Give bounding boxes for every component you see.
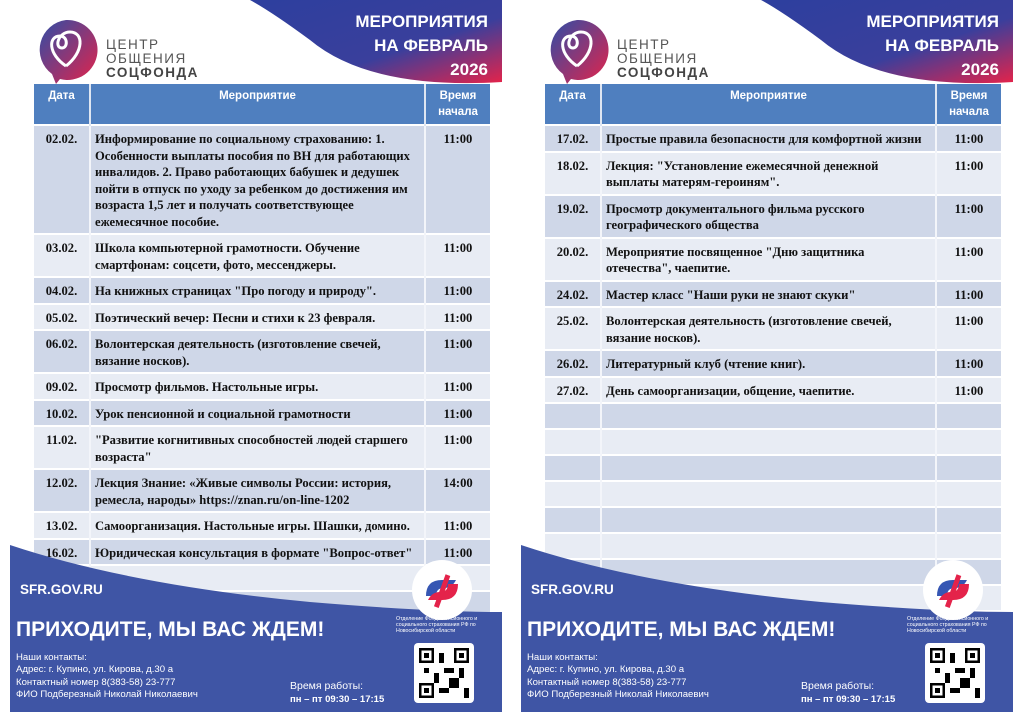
- address: Адрес: г. Купино, ул. Кирова, д.30 а: [16, 664, 174, 676]
- event-date: [545, 455, 601, 481]
- column-date: Дата: [545, 84, 601, 125]
- event-date: 11.02.: [34, 426, 90, 469]
- column-time: [936, 84, 1001, 125]
- sfr-logo-icon: [412, 560, 472, 620]
- title-line: НА ФЕВРАЛЬ: [885, 36, 999, 55]
- event-date: 16.02.: [34, 539, 90, 566]
- event-time: [936, 455, 1001, 481]
- table-row: [34, 469, 490, 512]
- event-time: 11:00: [936, 281, 1001, 308]
- org-line: ОБЩЕНИЯ: [106, 51, 187, 66]
- event-time: 11:00: [425, 330, 490, 373]
- heart-logo-icon: [34, 18, 98, 84]
- event-time: 11:00: [425, 512, 490, 539]
- org-line: СОЦФОНДА: [617, 65, 710, 80]
- table-row: [34, 512, 490, 539]
- event-title: Информирование по социальному страхованию: 1. Особенности выплаты пособия по ВН для работающих инвалидов. 2. Право работающих бабушек и дедушек пойти в отпуск по уходу за ребенком до достижения им возраста 1,5 лет и получать соответствующее ежемесячное пособие.: [90, 125, 425, 234]
- qr-code-icon[interactable]: [925, 643, 985, 703]
- event-title: На книжных страницах "Про погоду и природу".: [90, 277, 425, 304]
- site-link[interactable]: SFR.GOV.RU: [531, 582, 614, 597]
- column-date: Дата: [34, 84, 90, 125]
- event-date: 04.02.: [34, 277, 90, 304]
- title-line: 2026: [450, 60, 488, 79]
- fund-name: Отделение Фонда пенсионного и социального страхования РФ по Новосибирской области: [907, 616, 989, 635]
- column-event: Мероприятие: [601, 84, 936, 125]
- event-date: 13.02.: [34, 512, 90, 539]
- event-title: Лекция: "Установление ежемесячной денежной выплаты матерям-героиням".: [601, 152, 936, 195]
- empty-table-row: [545, 429, 1001, 455]
- event-title: Самоорганизация. Настольные игры. Шашки, домино.: [90, 512, 425, 539]
- event-date: 03.02.: [34, 234, 90, 277]
- event-date: 18.02.: [545, 152, 601, 195]
- contact-person: ФИО Подберезный Николай Николаевич: [527, 688, 709, 700]
- flyer-page: [10, 0, 502, 720]
- event-time: [936, 481, 1001, 507]
- sfr-logo-icon: [923, 560, 983, 620]
- event-time: [936, 429, 1001, 455]
- event-title: Мероприятие посвященное "Дню защитника отечества", чаепитие.: [601, 238, 936, 281]
- column-time-line: начала: [949, 106, 989, 118]
- event-title: Поэтический вечер: Песни и стихи к 23 февраля.: [90, 304, 425, 331]
- fund-name: Отделение Фонда пенсионного и социального страхования РФ по Новосибирской области: [396, 616, 478, 635]
- event-date: 24.02.: [545, 281, 601, 308]
- event-time: 11:00: [425, 400, 490, 427]
- contacts-label: Наши контакты:: [527, 652, 598, 663]
- page-title: [355, 10, 488, 82]
- org-line: ЦЕНТР: [617, 37, 671, 52]
- table-row: [34, 330, 490, 373]
- event-date: 12.02.: [34, 469, 90, 512]
- empty-table-row: [545, 403, 1001, 429]
- event-time: [936, 507, 1001, 533]
- slogan: ПРИХОДИТЕ, МЫ ВАС ЖДЕМ!: [527, 618, 836, 641]
- contacts-label: Наши контакты:: [16, 652, 87, 663]
- event-title: [601, 429, 936, 455]
- org-line: СОЦФОНДА: [106, 65, 199, 80]
- org-name: [617, 38, 710, 80]
- table-row: [545, 281, 1001, 308]
- empty-table-row: [545, 507, 1001, 533]
- event-date: 27.02.: [545, 377, 601, 404]
- site-link[interactable]: SFR.GOV.RU: [20, 582, 103, 597]
- table-row: [545, 350, 1001, 377]
- table-row: [545, 377, 1001, 404]
- event-date: 19.02.: [545, 195, 601, 238]
- event-title: Просмотр фильмов. Настольные игры.: [90, 373, 425, 400]
- column-time-line: Время: [439, 90, 477, 102]
- table-row: [545, 195, 1001, 238]
- contact-person: ФИО Подберезный Николай Николаевич: [16, 688, 198, 700]
- table-row: [34, 373, 490, 400]
- event-time: [936, 403, 1001, 429]
- contacts: [16, 652, 198, 701]
- title-line: 2026: [961, 60, 999, 79]
- event-title: [601, 455, 936, 481]
- column-time-line: начала: [438, 106, 478, 118]
- event-date: 02.02.: [34, 125, 90, 234]
- event-date: 05.02.: [34, 304, 90, 331]
- column-event: Мероприятие: [90, 84, 425, 125]
- event-title: Урок пенсионной и социальной грамотности: [90, 400, 425, 427]
- event-time: 11:00: [936, 125, 1001, 152]
- hours-value: пн – пт 09:30 – 17:15: [801, 694, 896, 705]
- event-title: "Развитие когнитивных способностей людей старшего возраста": [90, 426, 425, 469]
- event-title: Простые правила безопасности для комфортной жизни: [601, 125, 936, 152]
- event-title: Волонтерская деятельность (изготовление свечей, вязание носков).: [90, 330, 425, 373]
- event-title: [601, 507, 936, 533]
- phone: Контактный номер 8(383-58) 23-777: [16, 676, 176, 688]
- event-title: Просмотр документального фильма русского географического общества: [601, 195, 936, 238]
- event-time: 11:00: [936, 377, 1001, 404]
- event-time: 11:00: [936, 307, 1001, 350]
- table-row: [545, 307, 1001, 350]
- hours-value: пн – пт 09:30 – 17:15: [290, 694, 385, 705]
- table-row: [34, 304, 490, 331]
- event-time: 11:00: [936, 350, 1001, 377]
- event-date: 09.02.: [34, 373, 90, 400]
- empty-table-row: [545, 481, 1001, 507]
- slogan: ПРИХОДИТЕ, МЫ ВАС ЖДЕМ!: [16, 618, 325, 641]
- event-date: [545, 481, 601, 507]
- event-title: Лекция Знание: «Живые символы России: история, ремесла, народы» https://znan.ru/on-line-1202: [90, 469, 425, 512]
- event-title: Мастер класс "Наши руки не знают скуки": [601, 281, 936, 308]
- hours-label: Время работы:: [290, 680, 364, 692]
- contacts: [527, 652, 709, 701]
- event-time: 14:00: [425, 469, 490, 512]
- event-title: Волонтерская деятельность (изготовление свечей, вязание носков).: [601, 307, 936, 350]
- table-row: [34, 125, 490, 234]
- event-title: Школа компьютерной грамотности. Обучение смартфонам: соцсети, фото, мессенджеры.: [90, 234, 425, 277]
- qr-code-icon[interactable]: [414, 643, 474, 703]
- page-title: [866, 10, 999, 82]
- event-title: [601, 481, 936, 507]
- working-hours: [290, 680, 384, 706]
- address: Адрес: г. Купино, ул. Кирова, д.30 а: [527, 664, 685, 676]
- heart-logo-icon: [545, 18, 609, 84]
- event-time: 11:00: [425, 373, 490, 400]
- event-title: День самоорганизации, общение, чаепитие.: [601, 377, 936, 404]
- event-date: 06.02.: [34, 330, 90, 373]
- event-time: 11:00: [936, 195, 1001, 238]
- column-time-line: Время: [950, 90, 988, 102]
- table-header: [545, 84, 1001, 125]
- table-row: [34, 277, 490, 304]
- org-line: ЦЕНТР: [106, 37, 160, 52]
- event-date: [545, 403, 601, 429]
- table-row: [545, 152, 1001, 195]
- table-header: [34, 84, 490, 125]
- empty-table-row: [545, 455, 1001, 481]
- table-row: [34, 234, 490, 277]
- event-time: 11:00: [425, 304, 490, 331]
- flyer-page: [521, 0, 1013, 720]
- event-date: 10.02.: [34, 400, 90, 427]
- event-date: 17.02.: [545, 125, 601, 152]
- table-row: [34, 426, 490, 469]
- working-hours: [801, 680, 895, 706]
- event-date: 25.02.: [545, 307, 601, 350]
- column-time: [425, 84, 490, 125]
- org-name: [106, 38, 199, 80]
- event-date: 20.02.: [545, 238, 601, 281]
- event-title: Литературный клуб (чтение книг).: [601, 350, 936, 377]
- event-date: [545, 507, 601, 533]
- event-time: 11:00: [425, 426, 490, 469]
- table-row: [545, 238, 1001, 281]
- org-line: ОБЩЕНИЯ: [617, 51, 698, 66]
- title-line: МЕРОПРИЯТИЯ: [866, 12, 999, 31]
- table-row: [545, 125, 1001, 152]
- event-time: 11:00: [936, 152, 1001, 195]
- phone: Контактный номер 8(383-58) 23-777: [527, 676, 687, 688]
- event-title: [601, 403, 936, 429]
- event-time: 11:00: [425, 234, 490, 277]
- title-line: МЕРОПРИЯТИЯ: [355, 12, 488, 31]
- event-date: 26.02.: [545, 350, 601, 377]
- hours-label: Время работы:: [801, 680, 875, 692]
- event-time: 11:00: [425, 125, 490, 234]
- title-line: НА ФЕВРАЛЬ: [374, 36, 488, 55]
- event-date: [545, 429, 601, 455]
- event-time: 11:00: [425, 539, 490, 566]
- event-time: 11:00: [425, 277, 490, 304]
- table-row: [34, 400, 490, 427]
- event-title: Юридическая консультация в формате "Вопрос-ответ": [90, 539, 425, 566]
- event-time: 11:00: [936, 238, 1001, 281]
